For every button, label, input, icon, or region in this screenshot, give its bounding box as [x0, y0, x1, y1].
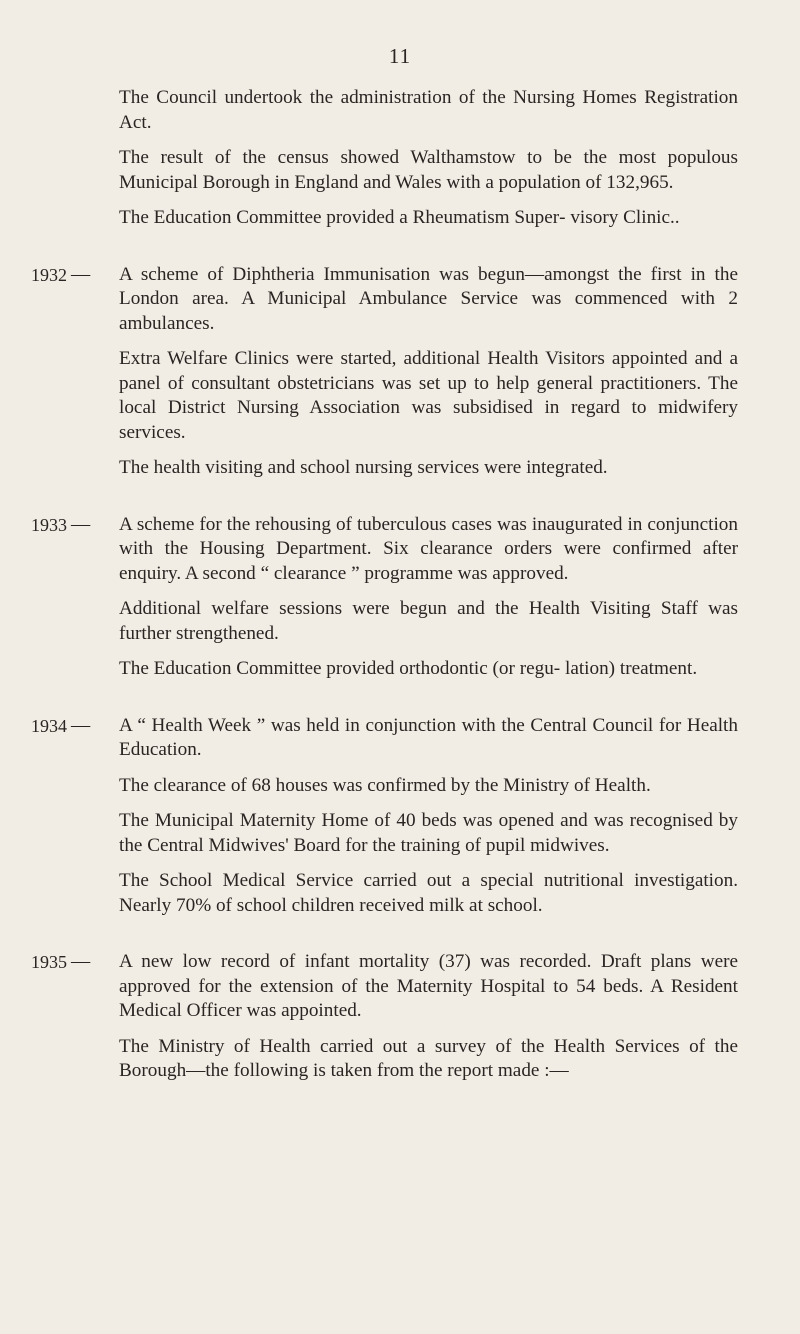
paragraph-text: A scheme of Diphtheria Immunisation was begun—amongst the first in the London area. A Municipal Ambulance Service was commenced with 2 ambulances. [119, 263, 738, 334]
paragraph: The Education Committee provided a Rheumatism Super‑ visory Clinic.. [119, 207, 680, 228]
paragraph: The result of the census showed Walthamstow to be the most populous Municipal Borough in England and Wales with a population of 132,965. [119, 147, 738, 193]
year-dash: — [71, 263, 91, 285]
year-section-1933 [0, 513, 800, 682]
paragraph: The clearance of 68 houses was confirmed by the Ministry of Health. [119, 774, 651, 796]
paragraph-text: A scheme for the rehousing of tuberculous cases was inaugurated in conjunction with the Housing Department. Six clearance orders were confirmed after enquiry. A second “ clearance ” programme was approved. [119, 513, 738, 584]
paragraph-text: A new low record of infant mortality (37) was recorded. Draft plans were approved for the extension of the Maternity Hospital to 54 beds. A Resident Medical Officer was appointed. [119, 951, 738, 1021]
year-dash: — [71, 513, 91, 535]
paragraph [31, 513, 738, 587]
paragraph: The Municipal Maternity Home of 40 beds was opened and was recognised by the Central Midwives' Board for the training of pupil midwives. [119, 810, 738, 856]
paragraph [31, 263, 738, 337]
page-number: 11 [388, 44, 412, 68]
paragraph: The Ministry of Health carried out a survey of the Health Services of the Borough—the following is taken from the report made :— [119, 1035, 738, 1081]
paragraph [31, 714, 738, 763]
year-label: 1934 [31, 715, 67, 736]
paragraph: The Council undertook the administration of the Nursing Homes Registration Act. [119, 87, 738, 133]
paragraph: The health visiting and school nursing services were integrated. [119, 457, 608, 478]
year-section-1934 [0, 714, 800, 919]
document-body [0, 86, 800, 1084]
paragraph: Extra Welfare Clinics were started, additional Health Visitors appointed and a panel of consultant obstetricians was set up to help general practitioners. The local District Nursing Association was subsidised in regard to midwifery services. [119, 348, 738, 443]
year-label: 1932 [31, 264, 67, 285]
year-dash: — [71, 714, 91, 736]
year-label: 1933 [31, 514, 67, 535]
year-section-1935 [0, 950, 800, 1084]
paragraph: Additional welfare sessions were begun and the Health Visiting Staff was further strengthened. [119, 598, 738, 644]
paragraph: The Education Committee provided orthodontic (or regu‑ lation) treatment. [119, 658, 698, 679]
year-dash: — [71, 951, 91, 972]
year-label: 1935 [31, 952, 67, 972]
paragraph: The School Medical Service carried out a special nutritional investigation. Nearly 70% of school children received milk at school. [119, 870, 738, 916]
paragraph [31, 950, 738, 1024]
year-section-1932 [0, 263, 800, 481]
paragraph-text: A “ Health Week ” was held in conjunction with the Central Council for Health Education. [119, 714, 738, 760]
